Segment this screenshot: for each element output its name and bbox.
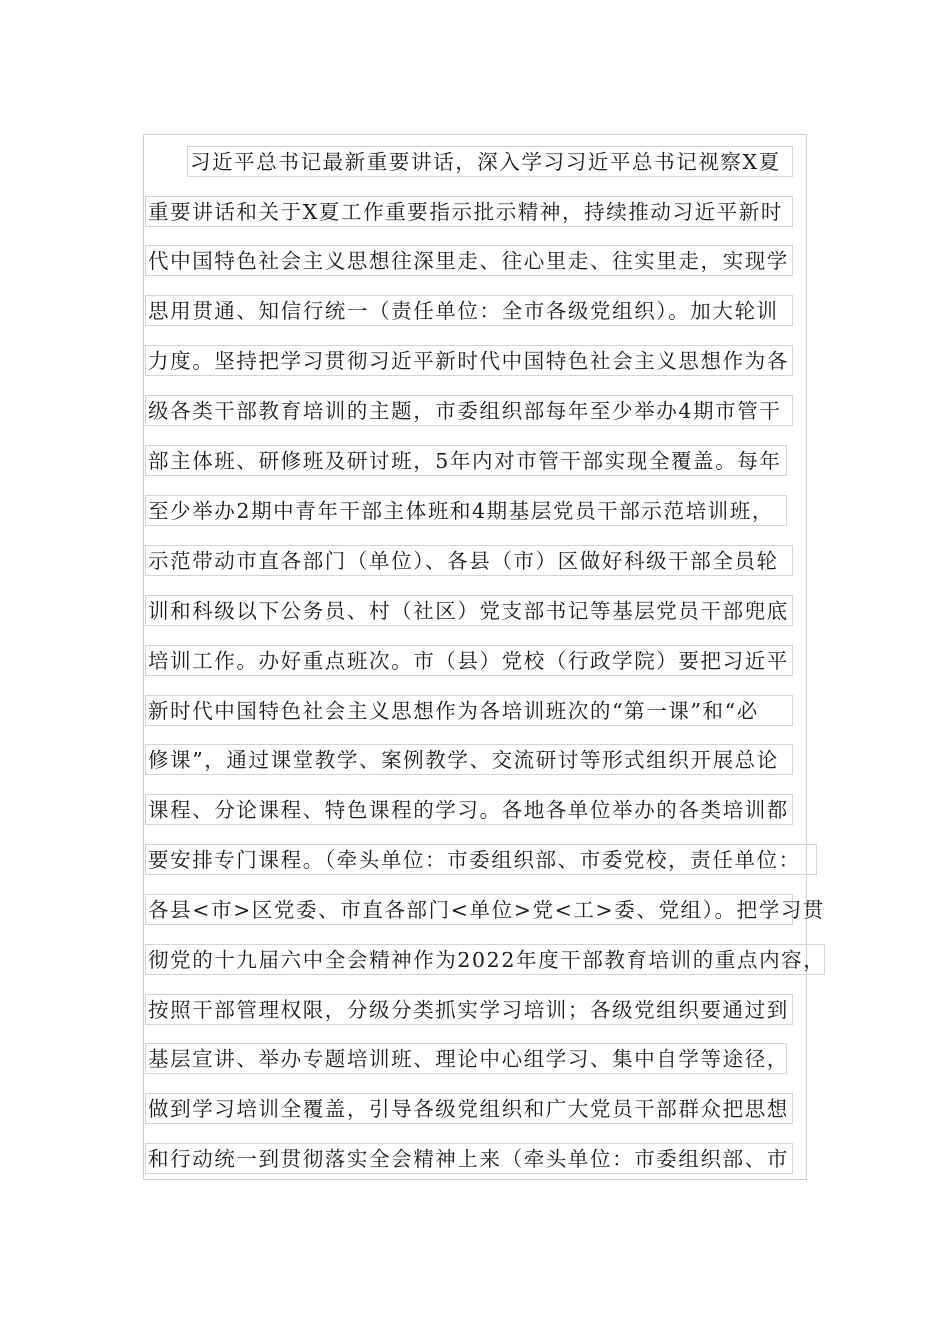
text-line-4: 思用贯通、知信行统一（责任单位：全市各级党组织）。加大轮训 [145, 295, 793, 326]
text-line-5: 力度。坚持把学习贯彻习近平新时代中国特色社会主义思想作为各 [145, 345, 793, 376]
text-line-11: 培训工作。办好重点班次。市（县）党校（行政学院）要把习近平 [145, 645, 793, 676]
text-line-16: 各县<市>区党委、市直各部门<单位>党<工>委、党组）。把学习贯 [145, 894, 793, 925]
text-line-14: 课程、分论课程、特色课程的学习。各地各单位举办的各类培训都 [145, 794, 793, 825]
text-line-1: 习近平总书记最新重要讲话，深入学习习近平总书记视察X夏 [187, 146, 793, 177]
text-line-21: 和行动统一到贯彻落实全会精神上来（牵头单位：市委组织部、市 [145, 1143, 793, 1174]
text-line-13: 修课”，通过课堂教学、案例教学、交流研讨等形式组织开展总论 [145, 744, 793, 775]
text-line-9: 示范带动市直各部门（单位）、各县（市）区做好科级干部全员轮 [145, 545, 793, 576]
text-line-17: 彻党的十九届六中全会精神作为2022年度干部教育培训的重点内容， [145, 944, 825, 975]
text-line-2: 重要讲话和关于X夏工作重要指示批示精神，持续推动习近平新时 [145, 196, 793, 227]
text-line-3: 代中国特色社会主义思想往深里走、往心里走、往实里走，实现学 [145, 245, 793, 276]
text-line-15: 要安排专门课程。（牵头单位：市委组织部、市委党校，责任单位： [145, 844, 817, 875]
text-line-6: 级各类干部教育培训的主题，市委组织部每年至少举办4期市管干 [145, 395, 793, 426]
text-line-7: 部主体班、研修班及研讨班，5年内对市管干部实现全覆盖。每年 [145, 445, 787, 476]
text-line-18: 按照干部管理权限，分级分类抓实学习培训；各级党组织要通过到 [145, 994, 793, 1025]
text-line-12: 新时代中国特色社会主义思想作为各培训班次的“第一课”和“必 [145, 695, 793, 726]
text-line-8: 至少举办2期中青年干部主体班和4期基层党员干部示范培训班， [145, 495, 787, 526]
text-line-19: 基层宣讲、举办专题培训班、理论中心组学习、集中自学等途径， [145, 1043, 787, 1074]
text-line-20: 做到学习培训全覆盖，引导各级党组织和广大党员干部群众把思想 [145, 1093, 793, 1124]
text-line-10: 训和科级以下公务员、村（社区）党支部书记等基层党员干部兜底 [145, 595, 793, 626]
